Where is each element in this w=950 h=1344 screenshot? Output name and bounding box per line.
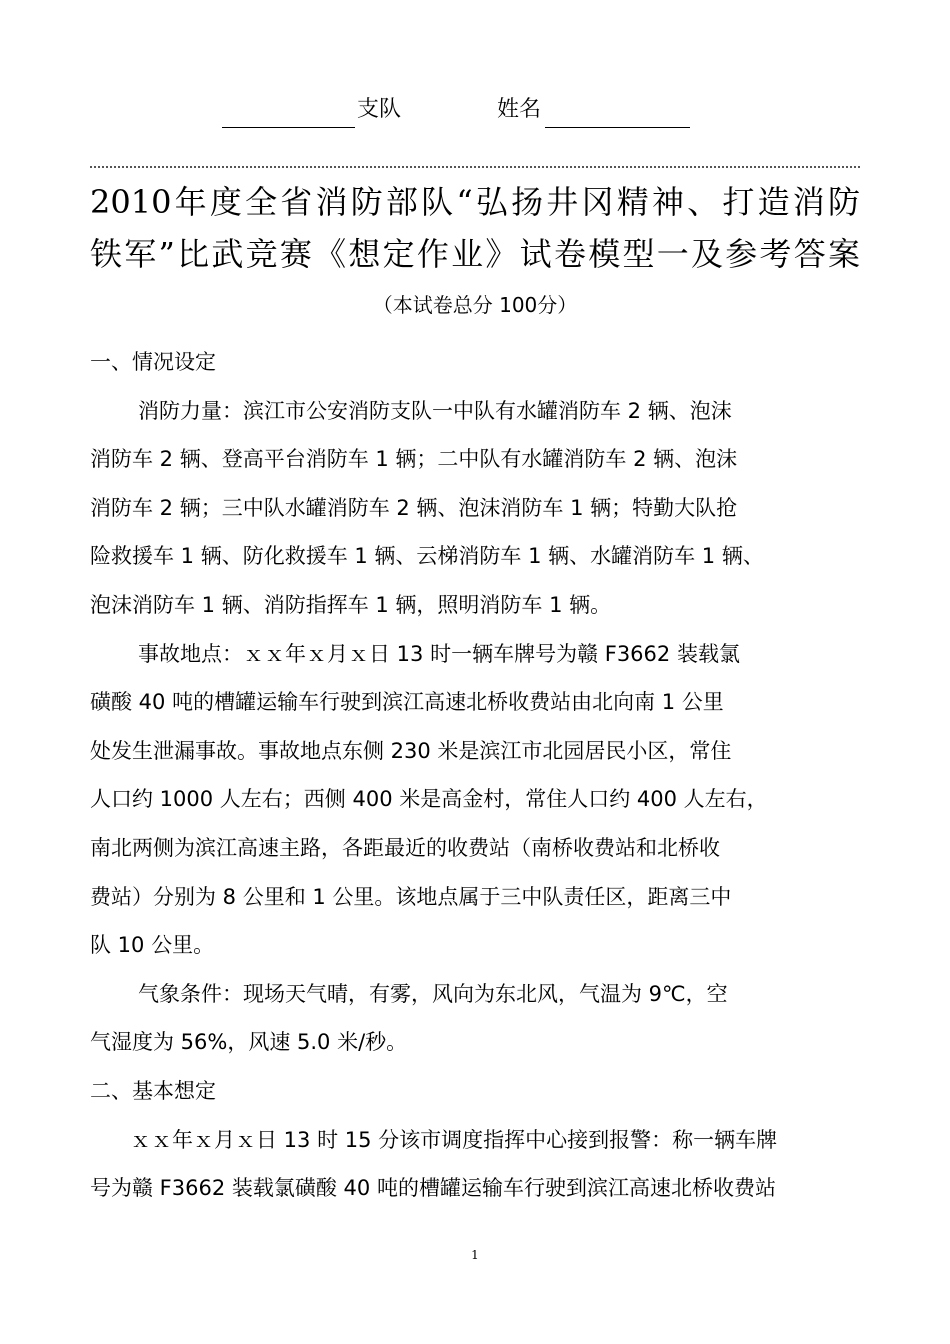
paragraph-line: 号为赣 F3662 装载氯磺酸 40 吨的槽罐运输车行驶到滨江高速北桥收费站: [90, 1176, 776, 1201]
paragraph-line: 险救援车 1 辆、防化救援车 1 辆、云梯消防车 1 辆、水罐消防车 1 辆、: [90, 544, 764, 569]
paragraph-line: 事故地点：ｘｘ年ｘ月ｘ日 13 时一辆车牌号为赣 F3662 装载氯: [138, 641, 740, 666]
paragraph-line: 泡沫消防车 1 辆、消防指挥车 1 辆，照明消防车 1 辆。: [90, 592, 612, 617]
paragraph-line: 费站）分别为 8 公里和 1 公里。该地点属于三中队责任区，距离三中: [90, 884, 732, 909]
paragraph-line: 消防车 2 辆；三中队水罐消防车 2 辆、泡沫消防车 1 辆；特勤大队抢: [90, 495, 738, 520]
exam-header: [0, 92, 950, 132]
paragraph-line: 磺酸 40 吨的槽罐运输车行驶到滨江高速北桥收费站由北向南 1 公里: [90, 690, 724, 715]
name-label: 姓名: [497, 97, 542, 122]
unit-label: 支队: [357, 97, 402, 122]
name-blank-line: [545, 127, 690, 128]
paragraph-line: 人口约 1000 人左右；西侧 400 米是高金村，常住人口约 400 人左右，: [90, 787, 768, 812]
dotted-separator: [90, 166, 860, 168]
paragraph-line: 处发生泄漏事故。事故地点东侧 230 米是滨江市北园居民小区，常住: [90, 738, 732, 763]
section-heading-2: 二、基本想定: [90, 1078, 216, 1103]
paragraph-line: 消防车 2 辆、登高平台消防车 1 辆；二中队有水罐消防车 2 辆、泡沫: [90, 447, 738, 472]
unit-blank-line: [222, 127, 355, 128]
paragraph-line: 南北两侧为滨江高速主路，各距最近的收费站（南桥收费站和北桥收: [90, 835, 720, 860]
title-line-1: 2010年度全省消防部队“弘扬井冈精神、打造消防: [90, 183, 860, 221]
total-score-note: （本试卷总分 100分）: [372, 293, 578, 317]
paragraph-line: 气象条件：现场天气晴，有雾，风向为东北风，气温为 9℃，空: [138, 981, 728, 1006]
paragraph-line: 队 10 公里。: [90, 933, 215, 958]
paragraph-line: 气湿度为 56%，风速 5.0 米/秒。: [90, 1030, 408, 1055]
paragraph-line: 消防力量：滨江市公安消防支队一中队有水罐消防车 2 辆、泡沫: [138, 398, 732, 423]
document-title: [90, 176, 860, 280]
title-line-2: 铁军”比武竞赛《想定作业》试卷模型一及参考答案: [90, 235, 860, 273]
section-heading-1: 一、情况设定: [90, 350, 216, 374]
page-number: 1: [471, 1248, 479, 1262]
paragraph-line: ｘｘ年ｘ月ｘ日 13 时 15 分该市调度指挥中心接到报警：称一辆车牌: [130, 1127, 778, 1152]
document-body: [90, 338, 860, 1213]
